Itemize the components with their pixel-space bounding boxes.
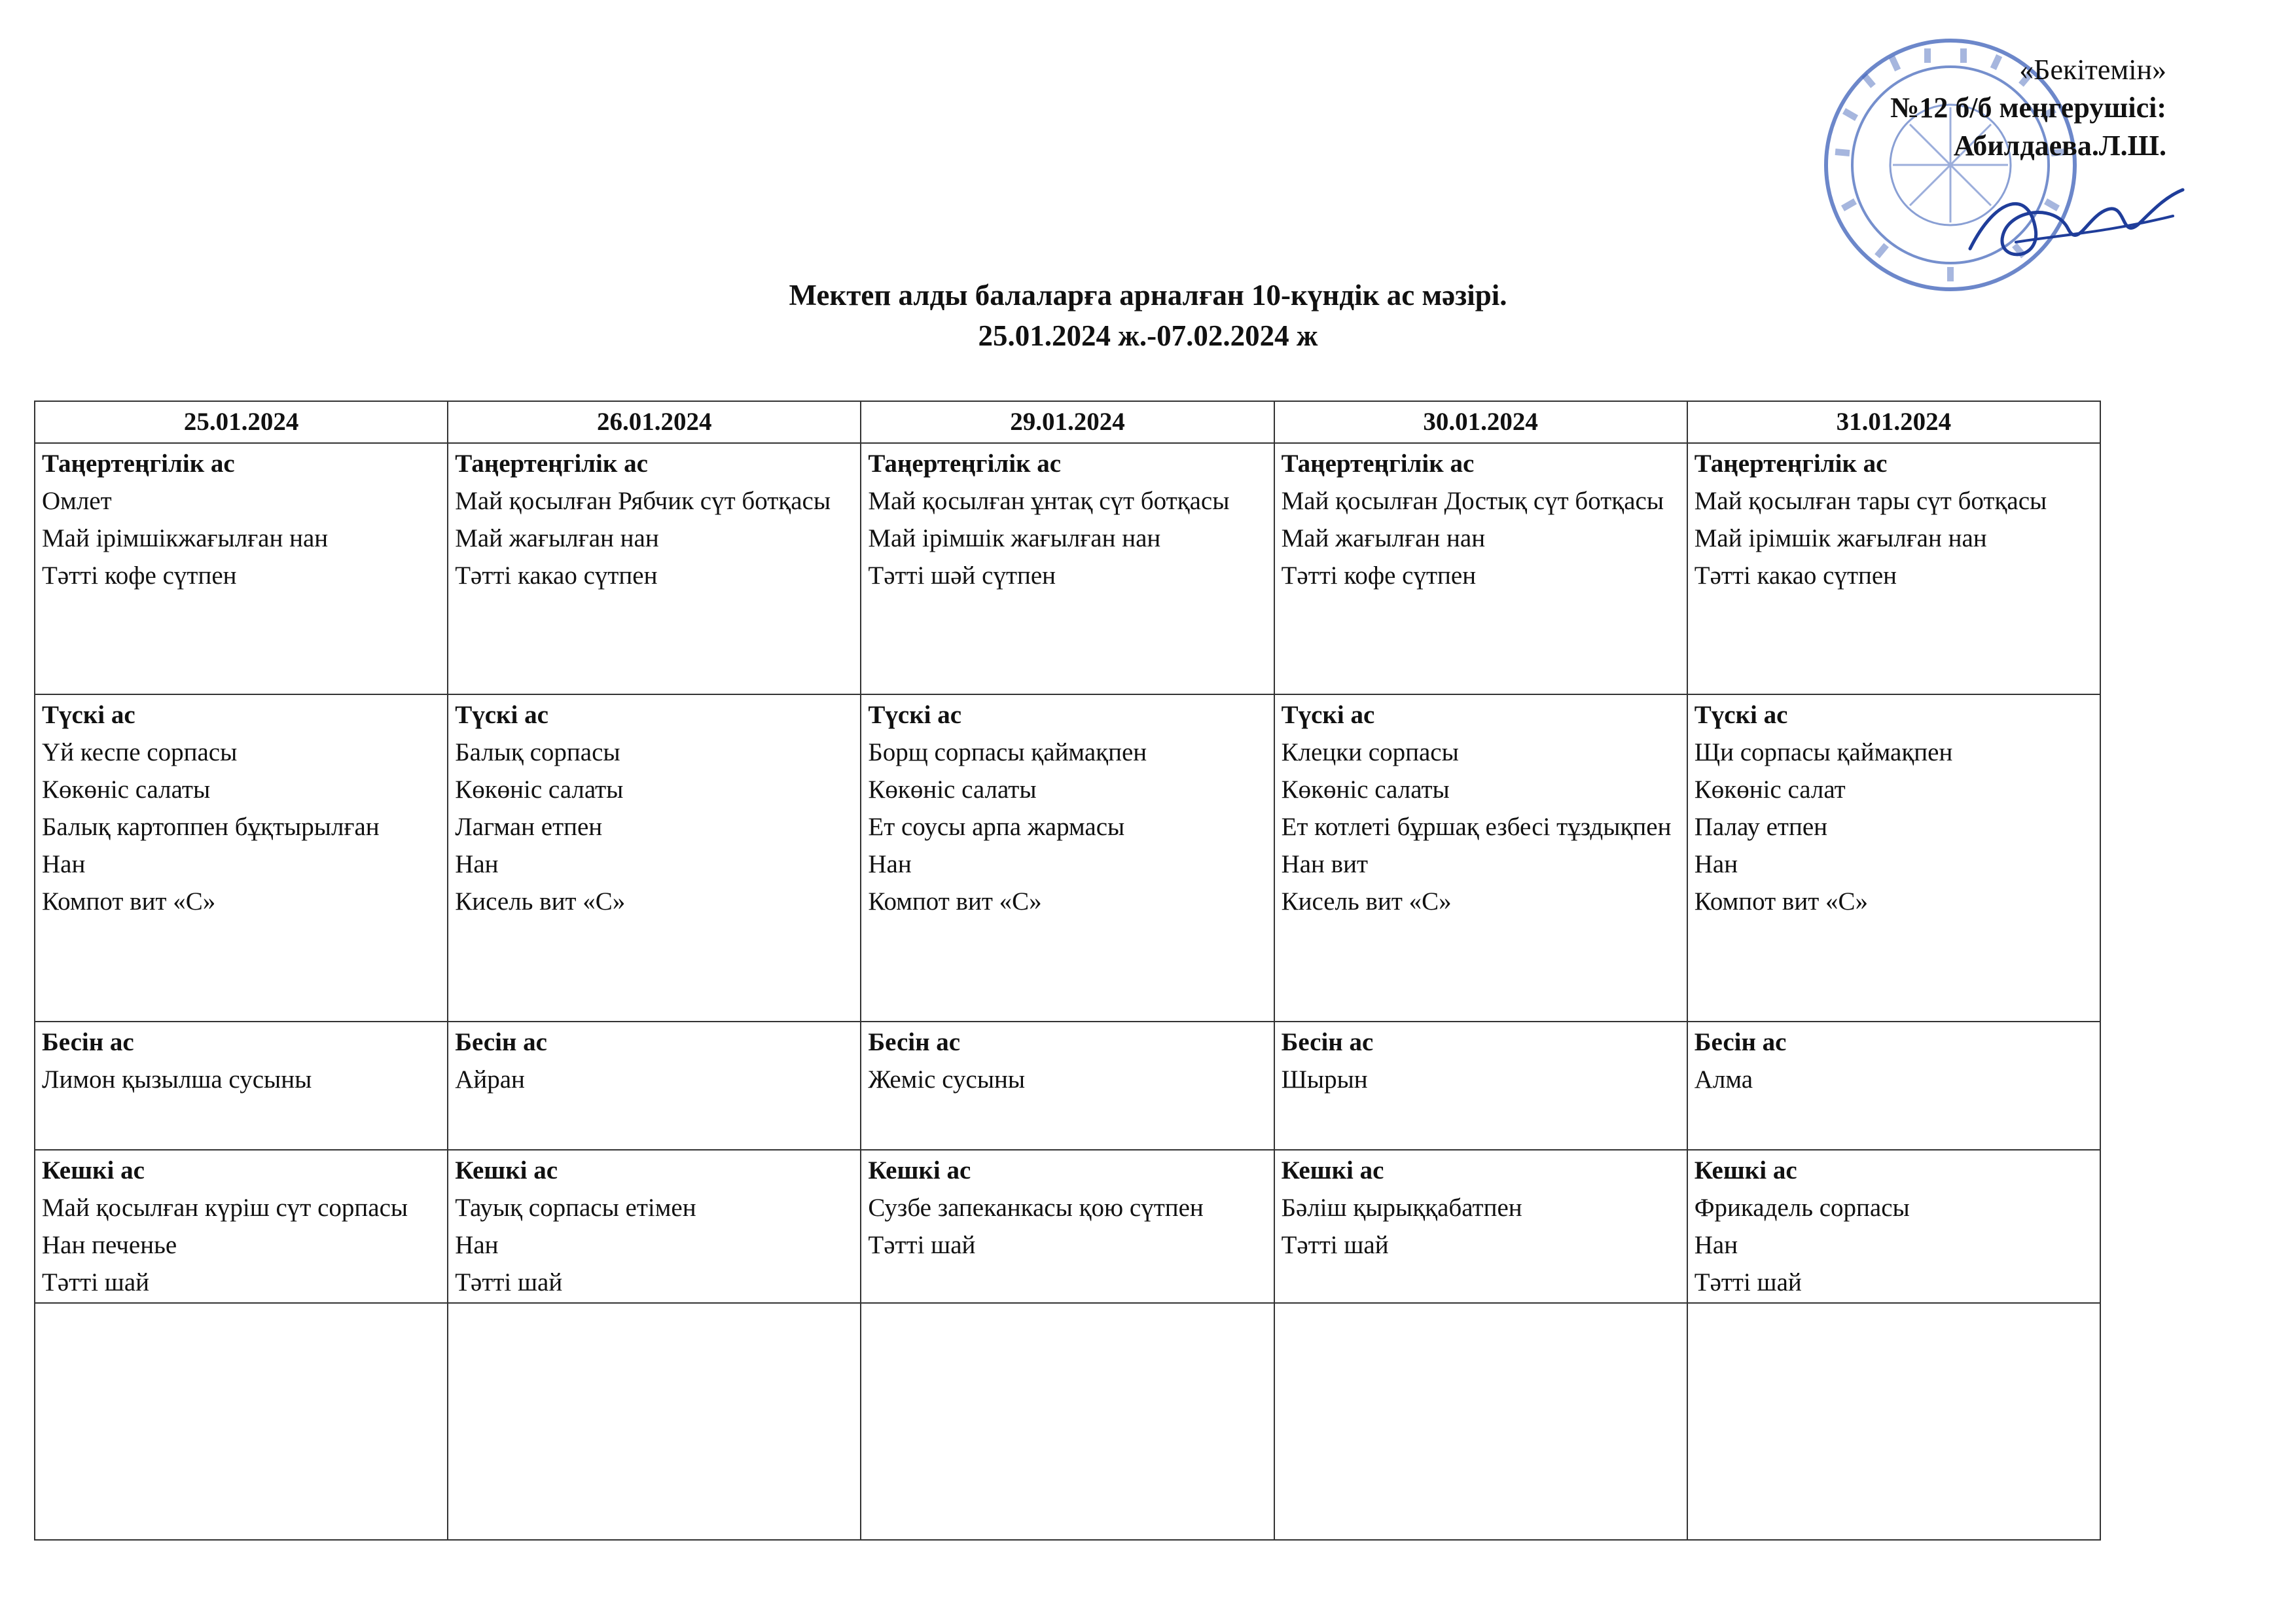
dish-item: Май қосылған күріш сүт сорпасы [42,1194,408,1222]
breakfast-cell [861,443,1274,694]
dish-item: Май қосылған тары сүт ботқасы [1694,487,2047,515]
empty-row [35,1303,2100,1540]
meal-title: Кешкі ас [455,1156,558,1185]
meal-title: Кешкі ас [868,1156,971,1185]
dish-item: Май ірімшік жағылған нан [868,524,1161,552]
meal-title: Таңертеңгілік ас [868,450,1062,478]
title-line-dates: 25.01.2024 ж.-07.02.2024 ж [978,319,1318,352]
dinner-cell [1687,1150,2100,1303]
meal-title: Түскі ас [1281,701,1375,729]
dinner-cell [861,1150,1274,1303]
dish-item: Шырын [1281,1065,1368,1094]
dish-item: Омлет [42,487,112,515]
date-header: 25.01.2024 [35,401,448,443]
meal-title: Кешкі ас [1694,1156,1797,1185]
dish-item: Тәтті какао сүтпен [1694,562,1897,590]
dish-item: Борщ сорпасы қаймақпен [868,738,1147,766]
snack-cell [1274,1022,1687,1150]
dish-item: Көкөніс салат [1694,776,1846,804]
dish-item: Көкөніс салаты [42,776,211,804]
dish-item: Жеміс сусыны [868,1065,1026,1094]
snack-row [35,1022,2100,1150]
meal-title: Таңертеңгілік ас [1694,450,1888,478]
meal-title: Түскі ас [1694,701,1788,729]
dinner-cell [448,1150,861,1303]
dinner-cell [35,1150,448,1303]
dish-item: Сузбе запеканкасы қою сүтпен [868,1194,1204,1222]
dish-item: Ет соусы арпа жармасы [868,813,1125,841]
dish-item: Көкөніс салаты [1281,776,1450,804]
lunch-cell [448,694,861,1022]
empty-cell [35,1303,448,1540]
snack-cell [448,1022,861,1150]
lunch-row [35,694,2100,1022]
meal-title: Кешкі ас [1281,1156,1384,1185]
date-header: 29.01.2024 [861,401,1274,443]
date-header: 31.01.2024 [1687,401,2100,443]
snack-cell [861,1022,1274,1150]
dish-item: Тәтті шай [42,1268,150,1296]
dish-item: Тәтті шай [1694,1268,1802,1296]
dish-item: Май қосылған Рябчик сүт ботқасы [455,487,831,515]
dish-item: Клецки сорпасы [1281,738,1459,766]
dish-item: Тәтті кофе сүтпен [1281,562,1477,590]
dish-item: Үй кеспе сорпасы [42,738,238,766]
lunch-cell [1687,694,2100,1022]
approval-line-name: Абилдаева.Л.Ш. [1953,130,2166,162]
approval-line-position: №12 б/б меңгерушісі: [1890,92,2166,124]
dish-item: Май жағылған нан [1281,524,1486,552]
date-header: 26.01.2024 [448,401,861,443]
dish-item: Тауық сорпасы етімен [455,1194,696,1222]
approval-line-approve: «Бекітемін» [2019,54,2166,86]
dish-item: Фрикадель сорпасы [1694,1194,1910,1222]
dish-item: Палау етпен [1694,813,1828,841]
lunch-cell [861,694,1274,1022]
breakfast-cell [448,443,861,694]
dinner-cell [1274,1150,1687,1303]
breakfast-cell [1274,443,1687,694]
dish-item: Нан вит [1281,850,1368,878]
dish-item: Май қосылған ұнтақ сүт ботқасы [868,487,1230,515]
meal-title: Бесін ас [868,1028,961,1056]
dish-item: Бәліш қырыққабатпен [1281,1194,1522,1222]
dish-item: Балық сорпасы [455,738,620,766]
meal-title: Таңертеңгілік ас [455,450,648,478]
dish-item: Май ірімшікжағылған нан [42,524,329,552]
snack-cell [1687,1022,2100,1150]
empty-cell [448,1303,861,1540]
dish-item: Кисель вит «С» [1281,887,1452,916]
document-title [0,275,2296,356]
meal-title: Бесін ас [1694,1028,1787,1056]
dish-item: Нан [1694,1231,1738,1259]
snack-cell [35,1022,448,1150]
meal-title: Бесін ас [42,1028,134,1056]
dish-item: Тәтті шай [1281,1231,1389,1259]
dish-item: Алма [1694,1065,1753,1094]
dish-item: Тәтті шәй сүтпен [868,562,1056,590]
lunch-cell [35,694,448,1022]
meal-title: Түскі ас [868,701,962,729]
dish-item: Тәтті кофе сүтпен [42,562,237,590]
dish-item: Тәтті шай [455,1268,563,1296]
signature-mark [1957,170,2193,275]
dish-item: Айран [455,1065,525,1094]
dish-item: Нан [455,850,499,878]
meal-title: Бесін ас [455,1028,547,1056]
dish-item: Нан [1694,850,1738,878]
dish-item: Лагман етпен [455,813,603,841]
dish-item: Нан [455,1231,499,1259]
dish-item: Компот вит «С» [1694,887,1868,916]
dish-item: Ет котлеті бұршақ езбесі тұздықпен [1281,813,1672,841]
dish-item: Балық картоппен бұқтырылған [42,813,380,841]
dish-item: Компот вит «С» [42,887,216,916]
title-line-main: Мектеп алды балаларға арналған 10-күндік ас мәзірі. [789,279,1507,312]
meal-title: Бесін ас [1281,1028,1374,1056]
menu-table [34,401,2101,1541]
dish-item: Лимон қызылша сусыны [42,1065,312,1094]
dinner-row [35,1150,2100,1303]
meal-title: Түскі ас [455,701,548,729]
meal-title: Кешкі ас [42,1156,145,1185]
meal-title: Таңертеңгілік ас [1281,450,1475,478]
meal-title: Түскі ас [42,701,135,729]
empty-cell [1274,1303,1687,1540]
empty-cell [1687,1303,2100,1540]
dish-item: Тәтті шай [868,1231,976,1259]
dish-item: Тәтті какао сүтпен [455,562,658,590]
dish-item: Көкөніс салаты [868,776,1037,804]
empty-cell [861,1303,1274,1540]
breakfast-cell [1687,443,2100,694]
header-row [35,401,2100,443]
date-header: 30.01.2024 [1274,401,1687,443]
dish-item: Нан [868,850,912,878]
dish-item: Кисель вит «С» [455,887,626,916]
meal-title: Таңертеңгілік ас [42,450,235,478]
breakfast-cell [35,443,448,694]
dish-item: Щи сорпасы қаймақпен [1694,738,1953,766]
breakfast-row [35,443,2100,694]
dish-item: Нан [42,850,86,878]
lunch-cell [1274,694,1687,1022]
dish-item: Көкөніс салаты [455,776,624,804]
dish-item: Компот вит «С» [868,887,1042,916]
dish-item: Май қосылған Достық сүт ботқасы [1281,487,1664,515]
dish-item: Нан печенье [42,1231,177,1259]
approval-block [1890,51,2166,165]
dish-item: Май ірімшік жағылған нан [1694,524,1987,552]
dish-item: Май жағылған нан [455,524,659,552]
